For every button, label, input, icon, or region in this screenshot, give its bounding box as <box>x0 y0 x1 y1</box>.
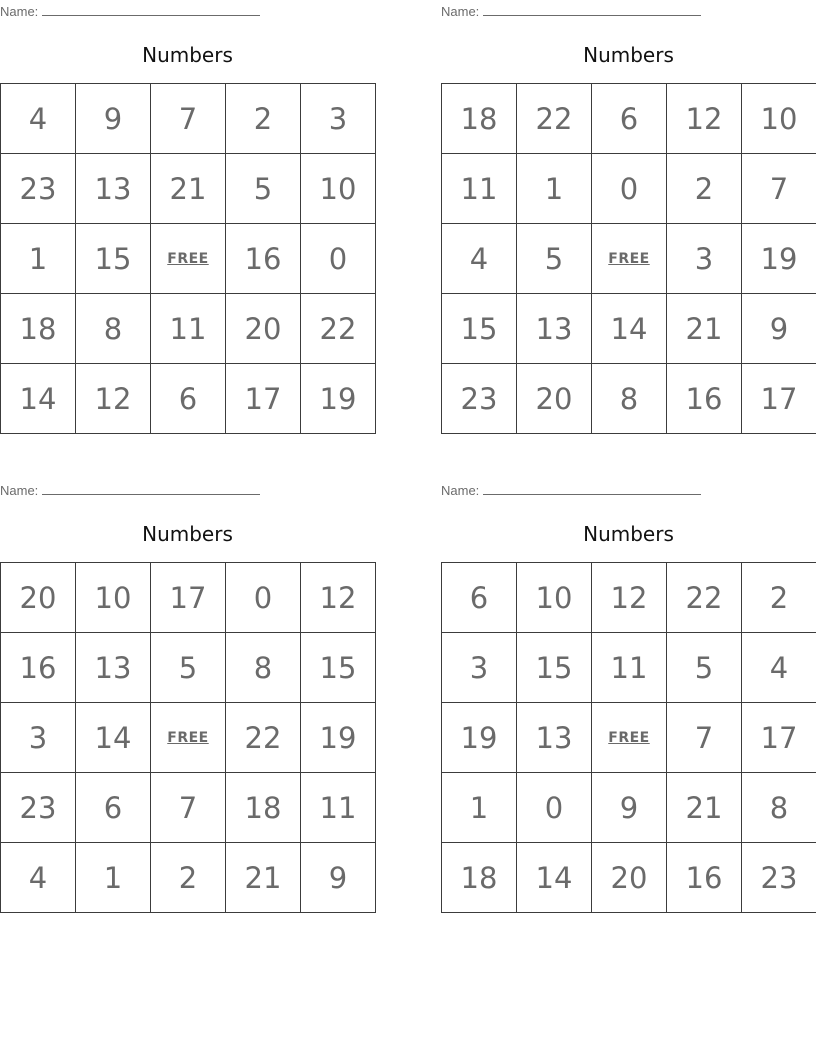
card-title: Numbers <box>142 522 233 546</box>
grid-cell: 21 <box>151 154 226 224</box>
grid-cell: 12 <box>301 563 376 633</box>
grid-cell: 21 <box>667 773 742 843</box>
card-title: Numbers <box>583 522 674 546</box>
grid-cell: 8 <box>76 294 151 364</box>
name-underline <box>42 3 260 16</box>
grid-cell: 15 <box>301 633 376 703</box>
grid-cell: 17 <box>742 703 816 773</box>
grid-cell: 9 <box>592 773 667 843</box>
grid-cell: 8 <box>592 364 667 434</box>
grid-cell: 12 <box>667 84 742 154</box>
grid-cell: 18 <box>1 294 76 364</box>
grid-cell: 23 <box>1 773 76 843</box>
grid-cell: 20 <box>226 294 301 364</box>
grid-cell: 22 <box>301 294 376 364</box>
grid-cell: 17 <box>742 364 816 434</box>
grid-cell: 16 <box>1 633 76 703</box>
grid-row <box>442 84 816 154</box>
grid-cell: 19 <box>742 224 816 294</box>
name-field <box>0 482 260 498</box>
grid-cell: 16 <box>667 364 742 434</box>
free-space-cell: FREE <box>151 224 226 294</box>
grid-cell: 20 <box>517 364 592 434</box>
card-title: Numbers <box>583 43 674 67</box>
free-space-cell: FREE <box>151 703 226 773</box>
grid-cell: 2 <box>226 84 301 154</box>
grid-cell: 0 <box>517 773 592 843</box>
name-underline <box>483 482 701 495</box>
grid-cell: 7 <box>151 773 226 843</box>
grid-cell: 18 <box>442 84 517 154</box>
grid-cell: 16 <box>667 843 742 913</box>
grid-cell: 2 <box>742 563 816 633</box>
name-label: Name: <box>441 4 480 19</box>
grid-cell: 23 <box>1 154 76 224</box>
name-label: Name: <box>0 483 39 498</box>
name-field <box>441 482 701 498</box>
grid-cell: 17 <box>226 364 301 434</box>
grid-cell: 22 <box>517 84 592 154</box>
grid-cell: 4 <box>1 843 76 913</box>
grid-cell: 13 <box>76 633 151 703</box>
grid-cell: 3 <box>442 633 517 703</box>
grid-cell: 19 <box>301 364 376 434</box>
bingo-card <box>441 479 816 895</box>
grid-cell: 18 <box>442 843 517 913</box>
grid-cell: 2 <box>151 843 226 913</box>
grid-cell: 7 <box>667 703 742 773</box>
grid-cell: 16 <box>226 224 301 294</box>
grid-cell: 6 <box>151 364 226 434</box>
grid-cell: 19 <box>442 703 517 773</box>
grid-cell: 6 <box>76 773 151 843</box>
grid-row <box>1 633 376 703</box>
bingo-card <box>0 0 375 416</box>
grid-cell: 11 <box>592 633 667 703</box>
grid-row <box>442 224 816 294</box>
grid-cell: 7 <box>742 154 816 224</box>
grid-cell: 8 <box>742 773 816 843</box>
grid-cell: 14 <box>517 843 592 913</box>
grid-cell: 12 <box>592 563 667 633</box>
grid-cell: 7 <box>151 84 226 154</box>
grid-cell: 0 <box>301 224 376 294</box>
grid-cell: 19 <box>301 703 376 773</box>
grid-cell: 9 <box>76 84 151 154</box>
grid-cell: 3 <box>667 224 742 294</box>
grid-cell: 18 <box>226 773 301 843</box>
grid-row <box>442 773 816 843</box>
grid-cell: 15 <box>76 224 151 294</box>
grid-cell: 0 <box>226 563 301 633</box>
grid-row <box>1 563 376 633</box>
grid-row <box>1 294 376 364</box>
grid-cell: 4 <box>1 84 76 154</box>
grid-cell: 1 <box>1 224 76 294</box>
grid-row <box>1 843 376 913</box>
grid-cell: 15 <box>517 633 592 703</box>
grid-row <box>442 294 816 364</box>
grid-cell: 5 <box>151 633 226 703</box>
grid-cell: 4 <box>742 633 816 703</box>
bingo-grid <box>0 83 376 434</box>
grid-cell: 11 <box>442 154 517 224</box>
grid-row <box>442 843 816 913</box>
grid-cell: 22 <box>226 703 301 773</box>
name-underline <box>42 482 260 495</box>
grid-cell: 5 <box>667 633 742 703</box>
grid-cell: 14 <box>592 294 667 364</box>
grid-row <box>1 703 376 773</box>
grid-cell: 3 <box>1 703 76 773</box>
grid-cell: 4 <box>442 224 517 294</box>
grid-row <box>1 773 376 843</box>
grid-cell: 0 <box>592 154 667 224</box>
grid-row <box>442 154 816 224</box>
grid-cell: 10 <box>742 84 816 154</box>
grid-cell: 6 <box>592 84 667 154</box>
grid-row <box>1 364 376 434</box>
grid-cell: 12 <box>76 364 151 434</box>
grid-cell: 9 <box>742 294 816 364</box>
grid-cell: 23 <box>442 364 517 434</box>
grid-cell: 22 <box>667 563 742 633</box>
grid-cell: 13 <box>76 154 151 224</box>
grid-row <box>1 84 376 154</box>
bingo-grid <box>441 562 816 913</box>
grid-cell: 3 <box>301 84 376 154</box>
name-field <box>0 3 260 19</box>
grid-cell: 6 <box>442 563 517 633</box>
grid-cell: 14 <box>1 364 76 434</box>
grid-cell: 1 <box>442 773 517 843</box>
grid-cell: 10 <box>76 563 151 633</box>
grid-cell: 1 <box>517 154 592 224</box>
grid-row <box>442 703 816 773</box>
grid-cell: 8 <box>226 633 301 703</box>
name-label: Name: <box>441 483 480 498</box>
bingo-grid <box>0 562 376 913</box>
grid-cell: 11 <box>301 773 376 843</box>
bingo-card <box>441 0 816 416</box>
bingo-card <box>0 479 375 895</box>
card-title: Numbers <box>142 43 233 67</box>
grid-cell: 15 <box>442 294 517 364</box>
free-space-cell: FREE <box>592 224 667 294</box>
grid-cell: 11 <box>151 294 226 364</box>
bingo-grid <box>441 83 816 434</box>
grid-cell: 20 <box>1 563 76 633</box>
name-label: Name: <box>0 4 39 19</box>
grid-cell: 20 <box>592 843 667 913</box>
name-field <box>441 3 701 19</box>
grid-cell: 23 <box>742 843 816 913</box>
grid-cell: 17 <box>151 563 226 633</box>
grid-cell: 14 <box>76 703 151 773</box>
grid-cell: 10 <box>301 154 376 224</box>
grid-row <box>1 224 376 294</box>
grid-cell: 1 <box>76 843 151 913</box>
grid-cell: 5 <box>517 224 592 294</box>
grid-cell: 10 <box>517 563 592 633</box>
grid-cell: 5 <box>226 154 301 224</box>
grid-row <box>1 154 376 224</box>
grid-row <box>442 633 816 703</box>
grid-cell: 13 <box>517 294 592 364</box>
name-underline <box>483 3 701 16</box>
grid-cell: 13 <box>517 703 592 773</box>
grid-row <box>442 563 816 633</box>
grid-cell: 21 <box>226 843 301 913</box>
grid-cell: 2 <box>667 154 742 224</box>
grid-cell: 21 <box>667 294 742 364</box>
grid-cell: 9 <box>301 843 376 913</box>
grid-row <box>442 364 816 434</box>
free-space-cell: FREE <box>592 703 667 773</box>
